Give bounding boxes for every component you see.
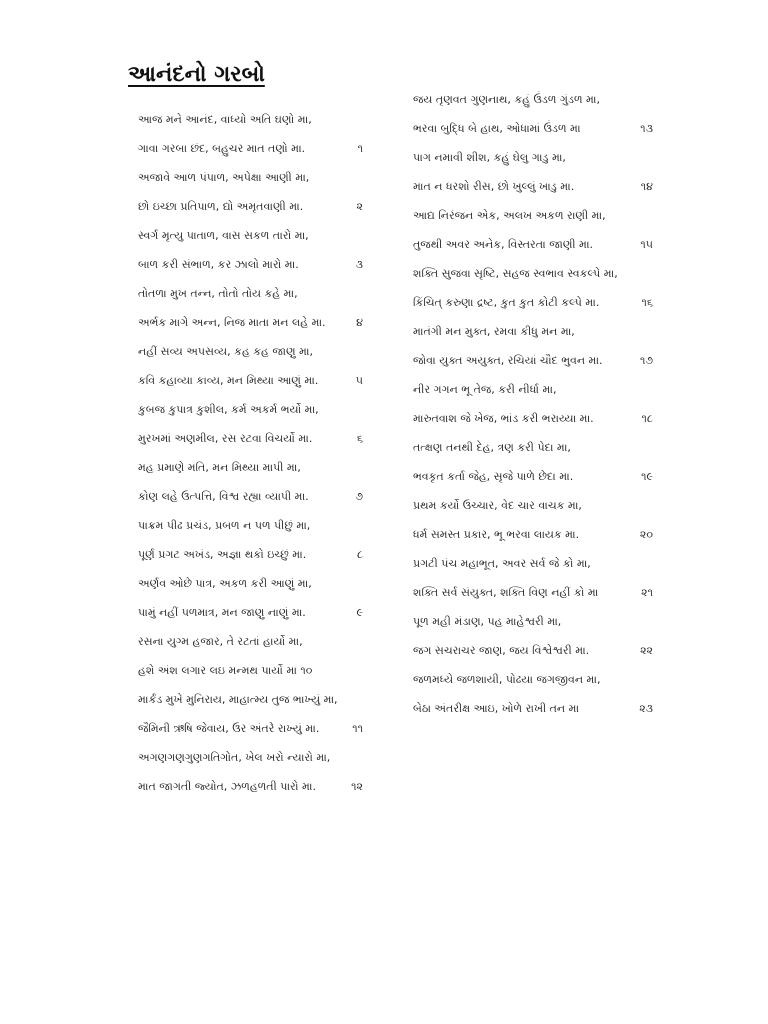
verse-number: ૧૫ [640,238,653,251]
verse-text: તુજથી અવર અનેક, વિસ્તરતા જાણી મા. [413,238,594,251]
verse-line [413,293,653,313]
verse-line [413,235,653,255]
verse-text: પાગ નમાવી શીશ, કહું ઘેલુ ગાડુ મા, [413,151,566,164]
verse-line [413,148,653,168]
verse-line [138,371,363,391]
verse-text: અર્ણવ ઓછે પાત્ર, અકળ કરી આણું મા, [138,577,312,590]
verse-text: માત જાગતી જ્યોત, ઝળહળતી પારો મા. [138,780,316,793]
verse-line [138,168,363,188]
verse-text: તત્ક્ષણ તનથી દેહ, ત્રણ કરી પેદા મા, [413,441,571,454]
verse-text: ગાવા ગરબા છંદ, બહુચર માત તણો મા. [138,142,306,155]
verse-number: ૧ [357,142,363,155]
verse-text: છો ઇચ્છા પ્રતિપાળ, દ્યો અમૃતવાણી મા. [138,200,304,213]
verse-line [413,670,653,690]
verse-text: માત ન ધરશો રીસ, છો ખુલ્લું ખાડુ મા. [413,180,575,193]
verse-text: અજાવે આળ પંપાળ, અપેક્ષા આણી મા, [138,171,310,184]
verse-line [138,632,363,652]
verse-text: પ્રગટી પંચ મહાભૂત, અવર સર્વ જે કો મા, [413,557,591,570]
verse-line [413,119,653,139]
verse-text: જળમધ્યે જળશાયી, પોઢયા જગજીવન મા, [413,673,601,686]
verse-text: મારુતવાશ જે ખેજ, ભાંડ કરી ભરાય્યા મા. [413,412,594,425]
verse-text: નહીં સવ્ય અપસવ્ય, કહ કહ જાણુ મા, [138,345,313,358]
verse-text: પાક્રમ પીઢ પ્રચંડ, પ્રબળ ન પળ પીછું મા, [138,519,311,532]
verse-text: માર્કંડ મુખે મુનિરાય, માહાત્મ્ય તુજ ભાખ્યું મા, [138,693,338,706]
verse-line [138,284,363,304]
verse-line [138,777,363,797]
verse-number: ૭ [355,490,363,503]
verse-number: ૯ [356,606,363,619]
verse-line [413,438,653,458]
verse-number: ૬ [356,432,363,445]
verse-number: ૧૮ [641,412,653,425]
page-title: આનંદનો ગરબો [128,62,265,87]
verse-text: માતંગી મન મુક્ત, રમવા કીધુ મન મા, [413,325,575,338]
verse-number: ૧૧ [352,722,363,735]
verse-number: ૩ [355,258,363,271]
verse-line [413,380,653,400]
verse-line [413,699,653,719]
verse-text: પામું નહીં પળમાત્ર, મન જાણુ નાણું મા. [138,606,306,619]
verse-line [413,264,653,284]
verse-line [138,458,363,478]
verse-line [138,574,363,594]
verse-text: કુબજ કુપાત્ર કુશીલ, કર્મ અકર્મ ભર્યો મા, [138,403,319,416]
verse-text: આદ્ય નિરંજન એક, અલખ અકળ રાણી મા, [413,209,606,222]
verse-line [413,554,653,574]
verse-text: હશે અંશ લગાર લઇ મન્મથ પાર્યો મા ૧૦ [138,664,313,677]
verse-line [138,690,363,710]
verse-number: ૫ [355,374,363,387]
verse-number: ૧૭ [639,354,653,367]
verse-line [413,409,653,429]
verse-number: ૮ [356,548,363,561]
verse-number: ૧૪ [640,180,653,193]
verse-line [138,487,363,507]
verse-text: અર્ભક માગે અન્ન, નિજ માતા મન લહે મા. [138,316,326,329]
verse-line [413,641,653,661]
verse-text: શક્તિ સર્વ સંયુક્ત, શક્તિ વિણ નહીં કો મા [413,586,599,599]
verse-number: ૧૯ [641,470,653,483]
verse-line [413,90,653,110]
verse-line [413,322,653,342]
verse-text: મુરખમાં અણમીલ, રસ રટવા વિચર્યો મા. [138,432,313,445]
verse-line [138,226,363,246]
verse-text: ભરવા બુદ્ધિ બે હાથ, ઓધામાં ઉંડળ મા [413,122,581,135]
verse-line [413,206,653,226]
verse-line [138,255,363,275]
verse-line [413,467,653,487]
verse-line [413,583,653,603]
verse-text: નીર ગગન ભૂ તેજ, કરી નીર્ધા મા, [413,383,557,396]
verse-text: ભવકૃત કર્તા જેહ, સૃજે પાળે છેદા મા. [413,470,574,483]
verse-line [138,342,363,362]
verse-text: પ્રથમ કર્યો ઉચ્ચાર, વેદ ચાર વાચક મા, [413,499,582,512]
verse-line [138,110,363,130]
verse-text: બેઠા અંતરીક્ષ આઇ, ખોળે રાખી તન મા [413,702,580,715]
verse-number: ૧૩ [640,122,653,135]
verse-line [413,525,653,545]
verse-text: કોણ લહે ઉત્પત્તિ, વિશ્વ રહ્યા વ્યાપી મા. [138,490,309,503]
verse-text: કિંચિત્ કરુણા દ્રષ્ટ, કુત કુત કોટી કલ્પે મા. [413,296,600,309]
verse-text: બાળ કરી સંભાળ, કર ઝાલો મારો મા. [138,258,299,271]
verse-text: અગણગણગુણગતિગોત, ખેલ ખરો ન્યારો મા, [138,751,331,764]
verse-line [413,496,653,516]
verse-line [138,197,363,217]
verse-text: તોતળા મુખ તન્ન, તોતો તોય કહે મા, [138,287,298,300]
verse-number: ૧૬ [641,296,653,309]
verse-line [138,748,363,768]
verse-text: પૂળ મહી મંડાણ, પહ માહેશ્વરી મા, [413,615,562,628]
verse-text: મહ પ્રમાણે મતિ, મન મિથ્યા માપી મા, [138,461,301,474]
verse-text: કવિ કહાવ્યા કાવ્ય, મન મિથ્યા આણું મા. [138,374,319,387]
verse-text: રસના યુગ્મ હજાર, તે રટતાં હાર્યો મા, [138,635,303,648]
verse-text: પૂર્ણ પ્રગટ અખંડ, અજ્ઞા થકો ઇચ્છું મા. [138,548,307,561]
verse-line [138,719,363,739]
verse-line [138,400,363,420]
verse-text: ધર્મ સમસ્ત પ્રકાર, ભૂ ભરવા લાયક મા. [413,528,580,541]
verse-line [138,429,363,449]
verse-line [413,177,653,197]
verse-line [138,313,363,333]
verse-line [413,351,653,371]
verse-number: ૨૦ [639,528,653,541]
verse-number: ૨૨ [640,644,653,657]
verse-number: ૨૩ [639,702,653,715]
verse-text: શક્તિ સુજવા સૃષ્ટિ, સહજ સ્વભાવ સ્વકલ્પે મા, [413,267,618,280]
verse-text: સ્વર્ગ મૃત્યુ પાતાળ, વાસ સકળ તારો મા, [138,229,309,242]
verse-text: જોવા યુક્ત અયુક્ત, રચિયાં ચૌદ ભુવન મા. [413,354,603,367]
verse-line [413,612,653,632]
verse-line [138,545,363,565]
verse-number: ૪ [356,316,363,329]
verse-text: જગ સચરાચર જાણ, જય વિશ્વેશ્વરી મા. [413,644,590,657]
verse-line [138,139,363,159]
verse-line [138,661,363,681]
verse-text: જય તૃણવત ગુણનાથ, કહું ઉંડળ ગુંડળ મા, [413,93,600,106]
verse-text: જૈમિની ઋષિ જેવાય, ઉર અંતરે રાખ્યું મા. [138,722,320,735]
verse-number: ૨૧ [641,586,653,599]
verse-number: ૨ [356,200,363,213]
verse-line [138,516,363,536]
verse-line [138,603,363,623]
verse-number: ૧૨ [351,780,363,793]
verse-text: આજ મને આનંદ, વાધ્યો અતિ ઘણો મા, [138,113,312,126]
